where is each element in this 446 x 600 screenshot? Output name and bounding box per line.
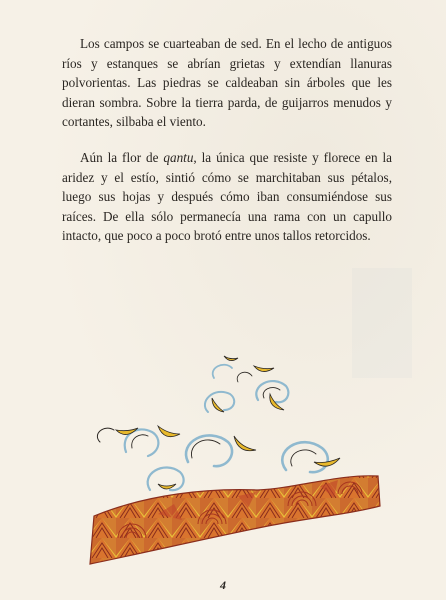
paragraph-2-start: Aún la flor de [80, 149, 164, 165]
wind-swirls [97, 365, 327, 490]
wind-and-earth-illustration [88, 338, 388, 568]
paragraph-1: Los campos se cuarteaban de sed. En el lecho de antiguos ríos y estanques se abrían grietas y extendían llanuras polvorientas. Las piedras se caldeaban sin árboles que les dieran sombra. Sobre la tierra parda, de guijarros menudos y cortantes, silbaba el viento. [62, 36, 392, 130]
falling-petals [116, 356, 340, 489]
cracked-earth-strip [90, 476, 380, 564]
flower-name-qantu: qantu [163, 149, 194, 165]
paragraph-2 [62, 148, 392, 246]
paragraph-2-end: , la única que resiste y florece en la aridez y el estío, sintió cómo se marchitaban sus pétalos, luego sus hojas y después cómo iban consumiéndose sus raíces. De ella sólo permanecía una rama con un capullo intacto, que poco a poco brotó entre unos tallos retorcidos. [62, 149, 392, 244]
story-text [62, 34, 392, 262]
page-number: 4 [220, 578, 226, 592]
